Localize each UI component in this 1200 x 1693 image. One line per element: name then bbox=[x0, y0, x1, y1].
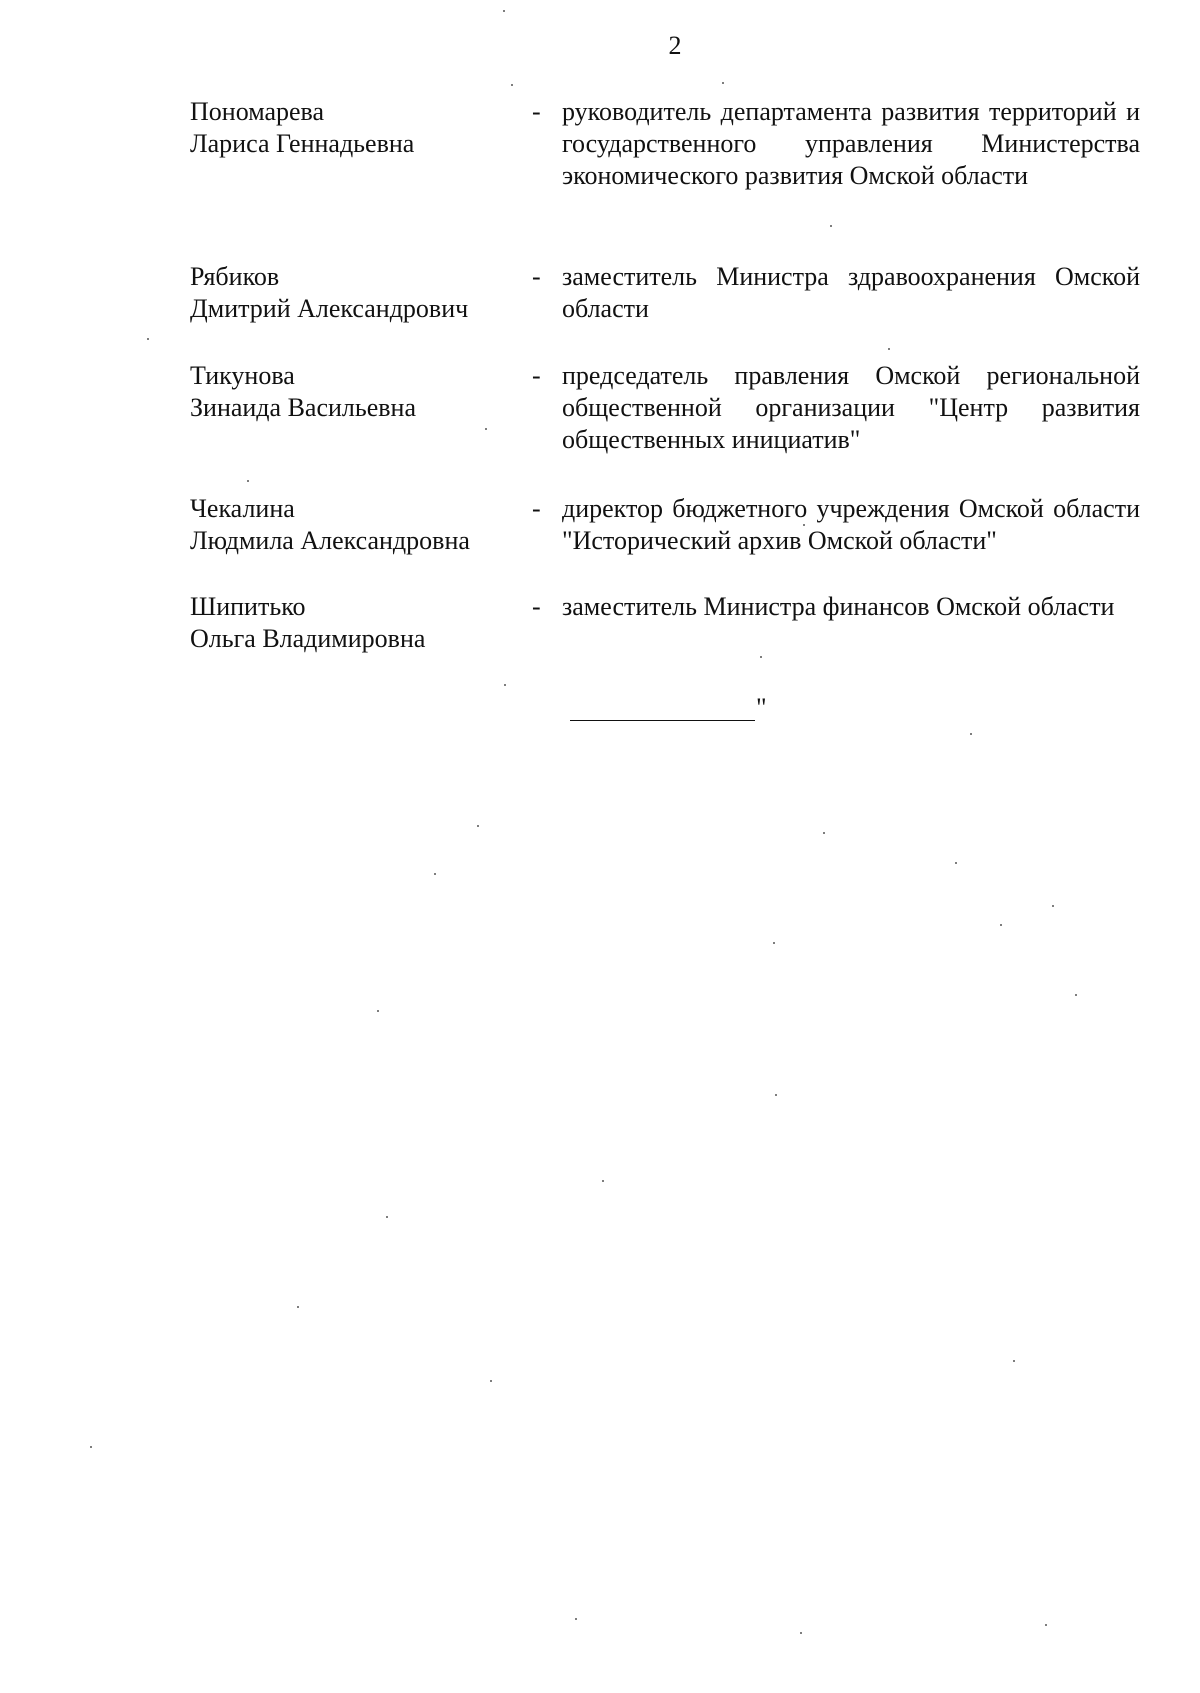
surname: Рябиков bbox=[190, 262, 280, 291]
position-text: руководитель департамента развития территорий и государственного управления Министерства экономического развития Омской области bbox=[562, 97, 1140, 190]
dash-separator: - bbox=[532, 97, 541, 126]
surname: Чекалина bbox=[190, 494, 295, 523]
position-text: заместитель Министра финансов Омской области bbox=[562, 592, 1115, 621]
surname: Шипитько bbox=[190, 592, 306, 621]
dash-separator: - bbox=[532, 592, 541, 621]
position-text: директор бюджетного учреждения Омской области "Исторический архив Омской области" bbox=[562, 494, 1140, 555]
position-text: председатель правления Омской региональной общественной организации "Центр развития общественных инициатив" bbox=[562, 361, 1140, 454]
person-name bbox=[190, 493, 520, 557]
person-name bbox=[190, 360, 520, 424]
page-number: 2 bbox=[668, 31, 682, 60]
person-name bbox=[190, 591, 520, 655]
surname: Пономарева bbox=[190, 97, 325, 126]
dash-separator: - bbox=[532, 494, 541, 523]
given-names: Дмитрий Александрович bbox=[190, 294, 469, 323]
person-name bbox=[190, 261, 520, 325]
closing-quote-mark: " bbox=[756, 693, 767, 722]
dash-separator: - bbox=[532, 361, 541, 390]
closing-underline bbox=[570, 692, 755, 721]
given-names: Зинаида Васильевна bbox=[190, 393, 417, 422]
given-names: Ольга Владимировна bbox=[190, 624, 426, 653]
person-name bbox=[190, 96, 520, 160]
given-names: Людмила Александровна bbox=[190, 526, 470, 555]
position-text: заместитель Министра здравоохранения Омской области bbox=[562, 262, 1140, 323]
surname: Тикунова bbox=[190, 361, 295, 390]
dash-separator: - bbox=[532, 262, 541, 291]
given-names: Лариса Геннадьевна bbox=[190, 129, 415, 158]
